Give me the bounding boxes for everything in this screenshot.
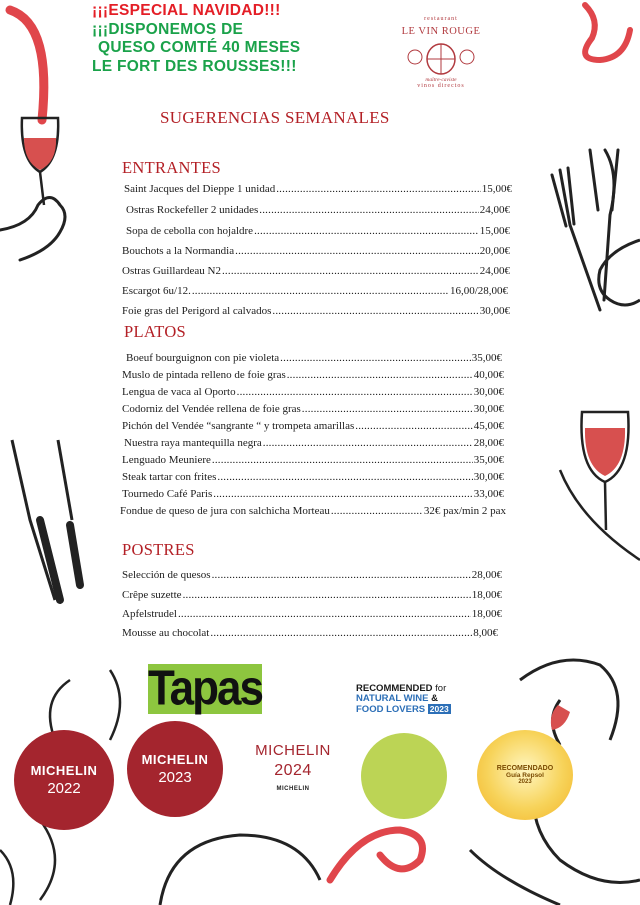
item-price: 28,00€ — [471, 569, 502, 581]
item-price: 28,00€ — [473, 437, 504, 449]
michelin-2023-badge — [127, 721, 223, 817]
wine-pour-swirl-icon — [10, 10, 44, 120]
rec-line-1b: for — [435, 683, 447, 694]
michelin-year: 2023 — [158, 769, 192, 786]
michelin-brand: MICHELIN — [141, 752, 209, 767]
rec-line-2b: & — [431, 693, 438, 704]
promo-line-1: ¡¡¡ESPECIAL NAVIDAD!!! — [92, 2, 281, 19]
red-swirl-right-icon — [585, 5, 630, 60]
item-name: Crêpe suzette — [122, 589, 182, 601]
item-name: Pichón del Vendée “sangrante “ y trompeta amarillas — [122, 420, 355, 432]
logo-bottom-text: vinos directos — [417, 83, 465, 89]
item-name: Bouchots a la Normandia — [122, 245, 235, 257]
item-price: 45,00€ — [473, 420, 504, 432]
christmas-promo — [92, 2, 322, 76]
menu-item — [122, 415, 504, 432]
menu-item — [122, 622, 498, 639]
forks-right-icon — [552, 150, 618, 310]
item-price: 20,00€ — [479, 245, 510, 257]
michelin-year: 2022 — [47, 780, 81, 797]
item-price: 8,00€ — [473, 627, 498, 639]
menu-item — [122, 483, 504, 500]
item-name: Codorniz del Vendée rellena de foie gras — [122, 403, 301, 415]
menu-item — [122, 381, 504, 398]
item-name: Boeuf bourguignon con pie violeta — [126, 352, 280, 364]
menu-item — [122, 364, 504, 381]
menu-item — [122, 449, 504, 466]
repsol-line-3: 2023 — [518, 779, 532, 785]
promo-line-4: LE FORT DES ROUSSES!!! — [92, 57, 297, 75]
logo-top-text: restaurant — [424, 16, 458, 22]
item-price: 16,00/28,00€ — [449, 285, 508, 297]
promo-line-2: ¡¡¡DISPONEMOS DE — [92, 20, 244, 38]
item-price: 18,00€ — [471, 608, 502, 620]
menu-item — [126, 220, 510, 237]
item-name: Lengua de vaca al Oporto — [122, 386, 236, 398]
michelin-brand: MICHELIN — [30, 763, 98, 778]
hand-left-icon — [0, 198, 65, 261]
plate-outline-icon — [160, 835, 320, 905]
red-swirl-bottom-icon — [330, 830, 423, 880]
repsol-line-1: RECOMENDADO — [496, 765, 554, 772]
menu-item — [124, 178, 512, 195]
section-title-postres: POSTRES — [122, 540, 195, 559]
item-price: 24,00€ — [479, 204, 510, 216]
item-name: Mousse au chocolat — [122, 627, 210, 639]
menu-item — [122, 280, 508, 297]
guia-repsol-badge — [477, 730, 573, 820]
menu-item — [126, 347, 502, 364]
tapas-text: Tapas — [148, 661, 262, 716]
item-name: Escargot 6u/12. — [122, 285, 191, 297]
item-price: 40,00€ — [473, 369, 504, 381]
item-name: Muslo de pintada relleno de foie gras — [122, 369, 286, 381]
section-title-platos: PLATOS — [124, 322, 187, 341]
item-price: 15,00€ — [481, 183, 512, 195]
section-title-entrantes: ENTRANTES — [122, 158, 221, 177]
menu-item — [122, 398, 504, 415]
logo-name: LE VIN ROUGE — [401, 26, 481, 37]
item-name: Lenguado Meuniere — [122, 454, 211, 466]
item-name: Nuestra raya mantequilla negra — [124, 437, 262, 449]
item-name: Fondue de queso de jura con salchicha Morteau — [120, 505, 330, 517]
repsol-line-2: Guía Repsol — [506, 772, 544, 779]
michelin-man-logo: MICHELIN — [276, 786, 310, 792]
recommended-natural-wine-badge — [356, 684, 496, 715]
item-name: Ostras Guillardeau N2 — [122, 265, 221, 277]
item-name: Apfelstrudel — [122, 608, 177, 620]
item-price: 30,00€ — [479, 305, 510, 317]
item-price: 30,00€ — [473, 386, 504, 398]
item-price: 35,00€ — [471, 352, 502, 364]
item-price: 35,00€ — [473, 454, 504, 466]
menu-item — [126, 199, 510, 216]
item-name: Saint Jacques del Dieppe 1 unidad — [124, 183, 276, 195]
rec-line-1: RECOMMENDED — [356, 683, 433, 694]
michelin-year: 2024 — [274, 762, 312, 779]
rec-year: 2023 — [429, 704, 449, 714]
menu-item — [122, 584, 502, 601]
menu-item — [124, 432, 504, 449]
menu-item — [122, 564, 502, 581]
menu-item — [122, 466, 504, 483]
michelin-2024-mark — [238, 742, 348, 792]
tapas-logo — [148, 661, 262, 716]
natural-wine-badge — [361, 733, 447, 819]
item-name: Sopa de cebolla con hojaldre — [126, 225, 254, 237]
item-name: Tournedo Café Paris — [122, 488, 213, 500]
michelin-brand: MICHELIN — [255, 742, 331, 759]
michelin-2022-badge — [14, 730, 114, 830]
logo-tagline: maître-caviste — [425, 77, 457, 83]
item-name: Ostras Rockefeller 2 unidades — [126, 204, 259, 216]
menu-item — [122, 260, 510, 277]
item-name: Steak tartar con frites — [122, 471, 217, 483]
item-price: 24,00€ — [479, 265, 510, 277]
menu-item — [122, 603, 502, 620]
knives-left-icon — [12, 440, 80, 600]
item-price: 32€ pax/min 2 pax — [423, 505, 506, 517]
menu-item — [120, 500, 506, 517]
promo-line-3: QUESO COMTÉ 40 MESES — [98, 39, 301, 56]
item-price: 18,00€ — [471, 589, 502, 601]
menu-item — [122, 240, 510, 257]
barrel-icon — [401, 39, 481, 77]
item-price: 30,00€ — [473, 403, 504, 415]
restaurant-logo — [390, 16, 492, 106]
rec-line-2: NATURAL WINE — [356, 693, 429, 704]
menu-item — [122, 300, 510, 317]
item-name: Selección de quesos — [122, 569, 211, 581]
item-price: 33,00€ — [473, 488, 504, 500]
item-price: 30,00€ — [473, 471, 504, 483]
rec-line-3: FOOD LOVERS — [356, 704, 426, 715]
page-title: SUGERENCIAS SEMANALES — [160, 108, 390, 127]
item-name: Foie gras del Perigord al calvados — [122, 305, 272, 317]
item-price: 15,00€ — [479, 225, 510, 237]
